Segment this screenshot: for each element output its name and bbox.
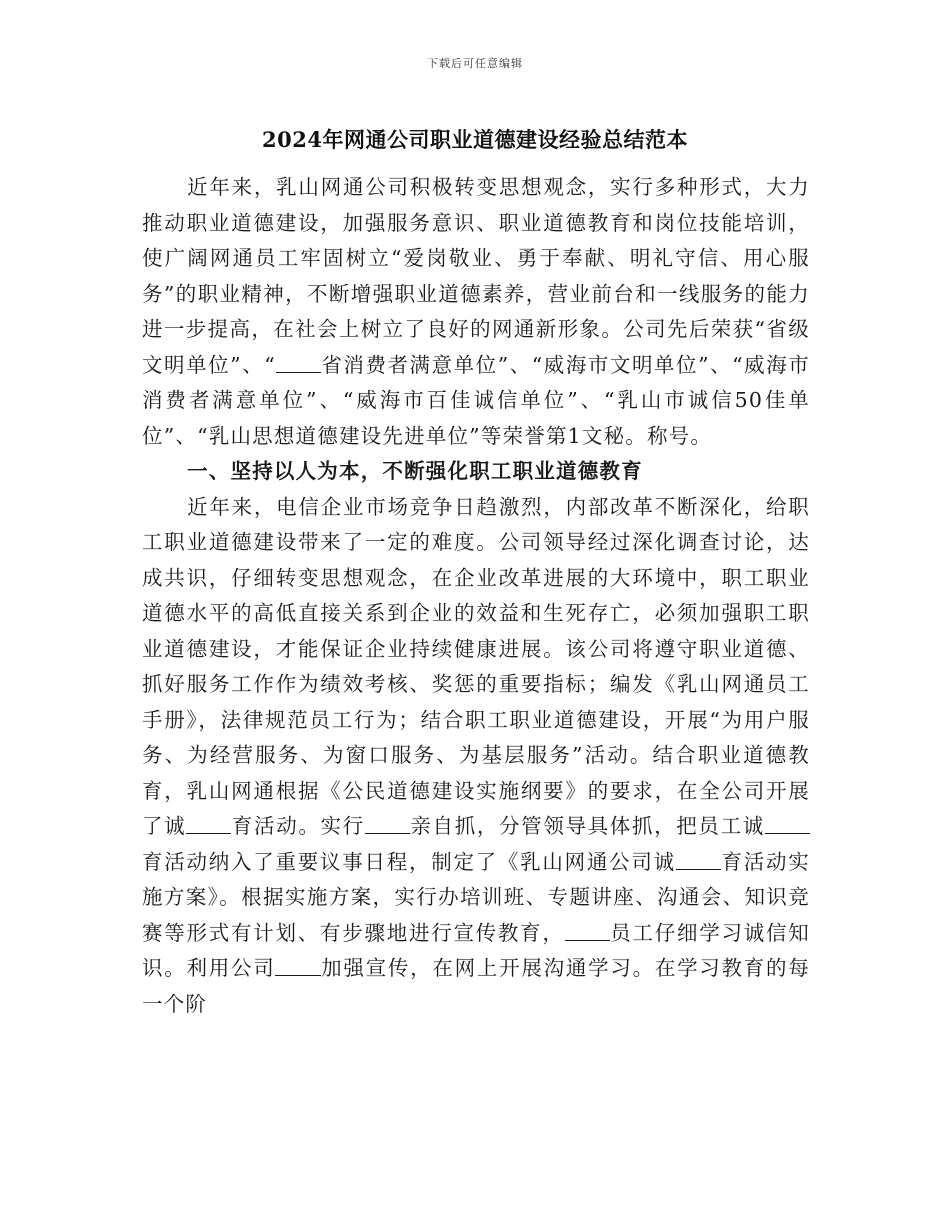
blank-line [275,957,320,976]
blank-line [365,815,410,834]
text-run: 近年来，乳山网通公司积极转变思想观念，实行多种形式，大力推动职业道德建设，加强服务意识、职业道德教育和岗位技能培训，使广阔网通员工牢固树立“爱岗敬业、勇于奉献、明礼守信、用心服务”的职业精神，不断增强职业道德素养，营业前台和一线服务的能力进一步提高，在社会上树立了良好的网通新形象。公司先后荣获“省级文明单位”、“ [142,175,810,377]
blank-line [565,921,610,940]
text-run: 省消费者满意单位”、“威海市文明单位”、“威海市消费者满意单位”、“威海市百佳诚信单位”、“乳山市诚信50佳单位”、“乳山思想道德建设先进单位”等荣誉第1文秘。称号。 [142,352,810,448]
document-body [142,170,810,1022]
paragraph-intro [142,170,810,454]
paragraph-section-1 [142,490,810,1023]
text-run: 亲自抓，分管领导具体抓，把员工诚 [409,814,765,838]
blank-line [765,815,810,834]
blank-line [186,815,231,834]
text-run: 近年来，电信企业市场竞争日趋激烈，内部改革不断深化，给职工职业道德建设带来了一定的难度。公司领导经过深化调查讨论，达成共识，仔细转变思想观念，在企业改革进展的大环境中，职工职业道德水平的高低直接关系到企业的效益和生死存亡，必须加强职工职业道德建设，才能保证企业持续健康进展。该公司将遵守职业道德、抓好服务工作作为绩效考核、奖惩的重要指标；编发《乳山网通员工手册》，法律规范员工行为；结合职工职业道德建设，开展“为用户服务、为经营服务、为窗口服务、为基层服务”活动。结合职业道德教育，乳山网通根据《公民道德建设实施纲要》的要求，在全公司开展了诚 [142,494,810,838]
page-title: 2024年网通公司职业道德建设经验总结范本 [262,127,688,152]
blank-line [276,353,321,372]
header-note: 下载后可任意编辑 [427,57,523,70]
section-heading: 一、坚持以人为本，不断强化职工职业道德教育 [187,459,643,483]
text-run: 育活动纳入了重要议事日程，制定了《乳山网通公司诚 [142,849,676,874]
text-run: 育活动实施方案》。根据实施方案，实行办培训班、专题讲座、沟通会、知识竞赛等形式有计划、有步骤地进行宣传教育， [142,849,810,945]
text-run: 育活动。实行 [231,814,365,838]
text-run: 加强宣传，在网上开展沟通学习。在学习教育的每一个阶 [142,956,810,1016]
text-run: 员工仔细学习诚信知识。利用公司 [142,920,810,980]
blank-line [676,850,721,869]
